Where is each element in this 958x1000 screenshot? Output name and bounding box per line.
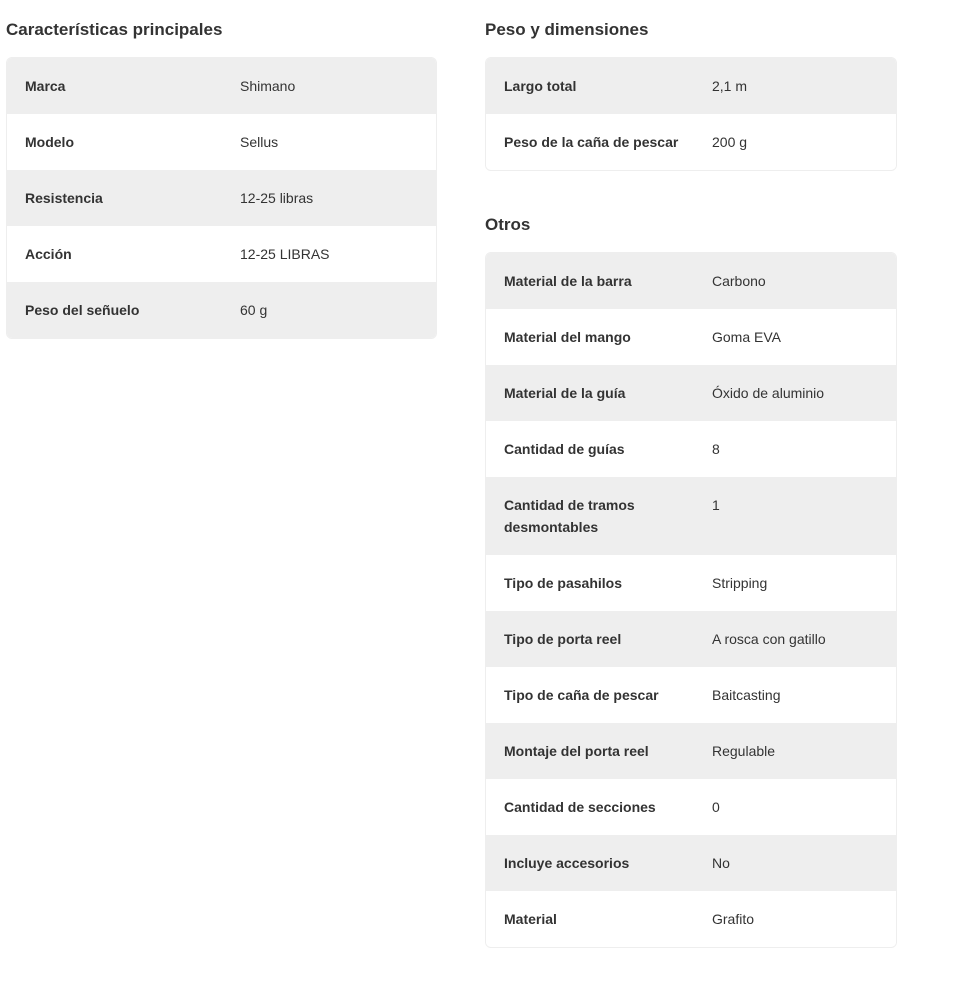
- section-otros: [485, 215, 897, 948]
- spec-row: [486, 891, 896, 947]
- spec-value: Carbono: [712, 273, 766, 289]
- spec-label: Cantidad de tramos desmontables: [504, 497, 635, 535]
- spec-row: [7, 114, 436, 170]
- spec-label: Tipo de caña de pescar: [504, 687, 659, 703]
- spec-label: Cantidad de guías: [504, 441, 625, 457]
- spec-row: [486, 667, 896, 723]
- spec-value: 1: [712, 497, 720, 513]
- spec-value: Shimano: [240, 78, 296, 94]
- spec-label: Tipo de pasahilos: [504, 575, 622, 591]
- spec-row: [7, 58, 436, 114]
- spec-label: Tipo de porta reel: [504, 631, 622, 647]
- section-title: Características principales: [6, 20, 223, 39]
- spec-value: Sellus: [240, 134, 279, 150]
- spec-table-peso-dimensiones: [485, 57, 897, 171]
- spec-table-otros: [485, 252, 897, 948]
- spec-row: [486, 779, 896, 835]
- spec-row: [486, 723, 896, 779]
- section-title: Otros: [485, 215, 531, 234]
- spec-value: 12-25 libras: [240, 190, 314, 206]
- spec-label: Resistencia: [25, 190, 103, 206]
- spec-value: Grafito: [712, 911, 755, 927]
- spec-label: Modelo: [25, 134, 74, 150]
- spec-row: [486, 835, 896, 891]
- spec-value: 0: [712, 799, 720, 815]
- spec-label: Incluye accesorios: [504, 855, 630, 871]
- spec-label: Material de la guía: [504, 385, 626, 401]
- spec-row: [7, 226, 436, 282]
- spec-label: Peso del señuelo: [25, 302, 140, 318]
- spec-value: Goma EVA: [712, 329, 781, 345]
- spec-value: 60 g: [240, 302, 268, 318]
- spec-label: Material de la barra: [504, 273, 632, 289]
- spec-label: Cantidad de secciones: [504, 799, 656, 815]
- spec-value: 2,1 m: [712, 78, 748, 94]
- section-peso-y-dimensiones: [485, 20, 897, 171]
- spec-value: Stripping: [712, 575, 768, 591]
- spec-value: Regulable: [712, 743, 776, 759]
- spec-label: Acción: [25, 246, 72, 262]
- spec-row: [486, 58, 896, 114]
- spec-row: [7, 282, 436, 338]
- spec-value: Baitcasting: [712, 687, 781, 703]
- spec-row: [7, 170, 436, 226]
- section-title: Peso y dimensiones: [485, 20, 649, 39]
- spec-value: 12-25 LIBRAS: [240, 246, 330, 262]
- spec-row: [486, 477, 896, 555]
- spec-value: A rosca con gatillo: [712, 631, 826, 647]
- spec-row: [486, 421, 896, 477]
- spec-value: 200 g: [712, 134, 748, 150]
- spec-row: [486, 114, 896, 170]
- spec-label: Largo total: [504, 78, 577, 94]
- spec-row: [486, 555, 896, 611]
- spec-row: [486, 309, 896, 365]
- spec-value: No: [712, 855, 730, 871]
- section-caracteristicas-principales: [6, 20, 437, 339]
- spec-label: Peso de la caña de pescar: [504, 134, 679, 150]
- column-right: [485, 20, 897, 948]
- spec-label: Montaje del porta reel: [504, 743, 649, 759]
- spec-value: Óxido de aluminio: [712, 385, 825, 401]
- spec-label: Marca: [25, 78, 66, 94]
- spec-table-caracteristicas: [6, 57, 437, 339]
- spec-label: Material del mango: [504, 329, 631, 345]
- spec-row: [486, 253, 896, 309]
- column-left: [6, 20, 437, 339]
- spec-row: [486, 611, 896, 667]
- spec-value: 8: [712, 441, 720, 457]
- spec-label: Material: [504, 911, 557, 927]
- spec-row: [486, 365, 896, 421]
